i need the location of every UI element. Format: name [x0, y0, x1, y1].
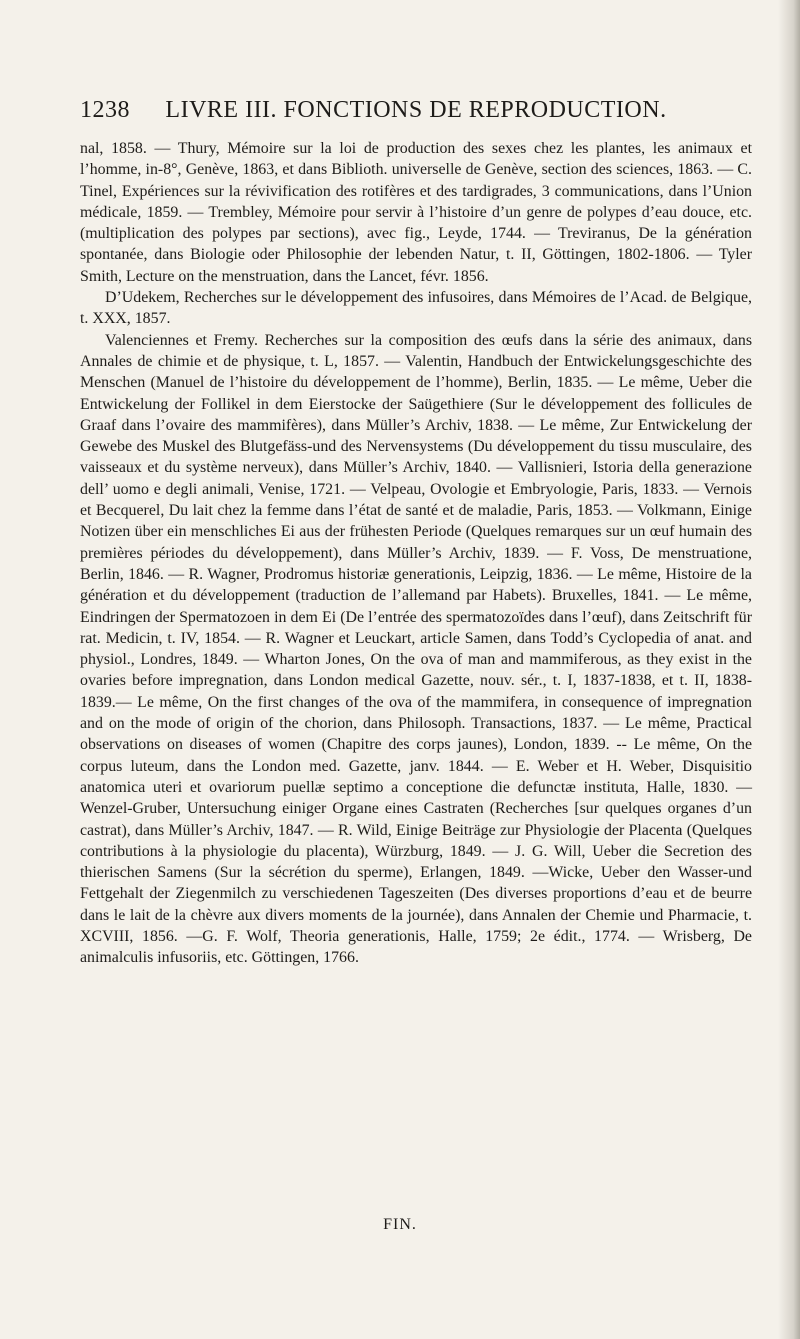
- page-edge-shadow: [778, 0, 800, 1339]
- bibliography-text: [80, 138, 752, 969]
- end-mark: FIN.: [383, 1216, 417, 1233]
- bibliography-paragraph-t: nal, 1858. — Thury, Mémoire sur la loi de production des sexes chez les plantes, les animaux et l’homme, in-8°, Genève, 1863, et dans Biblioth. universelle de Genève, section des sciences, 1863. — C. Tinel, Expériences sur la révivification des rotifères et des tardigrades, 3 communications, dans l’Union médicale, 1859. — Trembley, Mémoire pour servir à l’histoire d’un genre de polypes d’eau douce, etc. (multiplication des polypes par sections), avec fig., Leyde, 1744. — Treviranus, De la génération spontanée, dans Biologie oder Philosophie der lebenden Natur, t. II, Göttingen, 1802-1806. — Tyler Smith, Lecture on the menstruation, dans the Lancet, févr. 1856.: [80, 140, 752, 285]
- bibliography-paragraph-v-w: Valenciennes et Fremy. Recherches sur la composition des œufs dans la série des animaux, dans Annales de chimie et de physique, t. L, 1857. — Valentin, Handbuch der Entwickelungsgeschichte des Menschen (Manuel de l’histoire du développement de l’homme), Berlin, 1835. — Le même, Ueber die Entwickelung der Follikel in dem Eierstocke der Saügethiere (Sur le développement des follicules de Graaf dans l’ovaire des mammifères), dans Müller’s Archiv, 1838. — Le même, Zur Entwickelung der Gewebe des Muskel des Blutgefäss-und des Nervensystems (Du développement du tissu musculaire, des vaisseaux et du système nerveux), dans Müller’s Archiv, 1840. — Vallisnieri, Istoria della generazione dell’ uomo e degli animali, Venise, 1721. — Velpeau, Ovologie et Embryologie, Paris, 1833. — Vernois et Becquerel, Du lait chez la femme dans l’état de santé et de maladie, Paris, 1853. — Volkmann, Einige Notizen über ein menschliches Ei aus der frühesten Periode (Quelques remarques sur un œuf humain des premières périodes du développement), dans Müller’s Archiv, 1839. — F. Voss, De menstruatione, Berlin, 1846. — R. Wagner, Prodromus historiæ generationis, Leipzig, 1836. — Le même, Histoire de la génération et du développement (traduction de l’allemand par Habets). Bruxelles, 1841. — Le même, Eindringen der Spermatozoen in dem Ei (De l’entrée des spermatozoïdes dans l’œuf), dans Zeitschrift für rat. Medicin, t. IV, 1854. — R. Wagner et Leuckart, article Samen, dans Todd’s Cyclopedia of anat. and physiol., Londres, 1849. — Wharton Jones, On the ova of man and mammiferous, as they exist in the ovaries before impregnation, dans London medical Gazette, nouv. sér., t. I, 1837-1838, et t. II, 1838-1839.— Le même, On the first changes of the ova of the mammifera, in consequence of impregnation and on the mode of origin of the chorion, dans Philosoph. Transactions, 1837. — Le même, Practical observations on diseases of women (Chapitre des corps jaunes), London, 1839. -- Le même, On the corpus luteum, dans the London med. Gazette, janv. 1844. — E. Weber et H. Weber, Disquisitio anatomica uteri et ovariorum puellæ septimo a conceptione die defunctæ instituta, Halle, 1830. — Wenzel-Gruber, Untersuchung einiger Organe eines Castraten (Recherches [sur quelques organes d’un castrat), dans Müller’s Archiv, 1847. — R. Wild, Einige Beiträge zur Physiologie der Placenta (Quelques contributions à la physiologie du placenta), Würzburg, 1849. — J. G. Will, Ueber die Secretion des thierischen Samens (Sur la sécrétion du sperme), Erlangen, 1849. —Wicke, Ueber den Wasser-und Fettgehalt der Ziegenmilch zu verschiedenen Tageszeiten (Des diverses proportions d’eau et de beurre dans le lait de la chèvre aux divers moments de la journée), dans Annalen der Chemie und Pharmacie, t. XCVIII, 1856. —G. F. Wolf, Theoria generationis, Halle, 1759; 2e édit., 1774. — Wrisberg, De animalculis infusoriis, etc. Göttingen, 1766.: [80, 331, 752, 967]
- running-header: [80, 93, 752, 133]
- running-title: LIVRE III. FONCTIONS DE REPRODUCTION.: [165, 97, 667, 123]
- bibliography-paragraph-u: D’Udekem, Recherches sur le développement des infusoires, dans Mémoires de l’Acad. de Belgique, t. XXX, 1857.: [80, 289, 752, 328]
- page-number: 1238: [80, 97, 130, 123]
